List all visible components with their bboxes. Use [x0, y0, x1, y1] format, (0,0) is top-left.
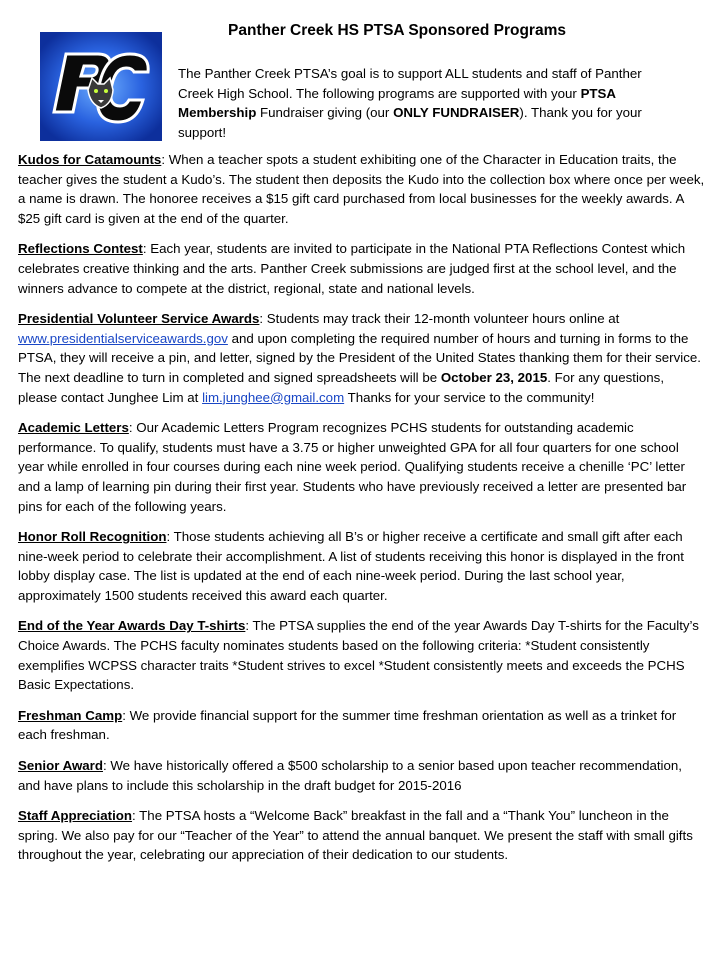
- section-text: : Each year, students are invited to participate in the National PTA Reflections Contest which celebrates creative thinking and the arts. Panther Creek submissions are judged first at the school level, and the winners advance to compete at the district, regional, state and national levels.: [18, 241, 686, 296]
- program-sections: [18, 150, 706, 876]
- section-heading: Reflections Contest: [18, 241, 143, 257]
- section-heading: Kudos for Catamounts: [18, 152, 162, 167]
- intro-bold-membership: PTSA Membership: [178, 85, 616, 121]
- section-text: Thanks for your service to the community!: [344, 389, 595, 405]
- section-senior-award: [18, 756, 706, 795]
- section-text: : When a teacher spots a student exhibiting one of the Character in Education traits, the teacher gives the student a Kudo’s. The student then deposits the Kudo into the collection box where once per week, a name is drawn. The honoree receives a $15 gift card purchased from local businesses for the weekly awards. A $25 gift card is given at the end of the quarter.: [18, 152, 705, 226]
- section-heading: Staff Appreciation: [18, 808, 133, 824]
- intro-text-2: Fundraiser giving (our: [256, 105, 394, 121]
- section-text: : Our Academic Letters Program recognizes PCHS students for outstanding academic performance. To qualify, students must have a 3.75 or higher unweighted GPA for all four quarters for one school year while enrolled in four courses during each nine week period. Qualifying students receive a chenille ‘PC’ letter and a lamp of learning pin during their first year. Students who have previously received a letter are presented bar pins for each of the following years.: [18, 420, 687, 514]
- section-text: . For any questions, please contact Junghee Lim at: [18, 369, 665, 405]
- section-academic-letters: [18, 418, 706, 516]
- section-reflections: [18, 239, 706, 298]
- presidential-website-link[interactable]: www.presidentialserviceawards.gov: [18, 330, 228, 346]
- section-staff-appreciation: [18, 806, 706, 865]
- section-honor-roll: [18, 527, 706, 605]
- section-text: : We provide financial support for the summer time freshman orientation as well as a trinket for each freshman.: [18, 707, 677, 743]
- section-text: : The PTSA hosts a “Welcome Back” breakfast in the fall and a “Thank You” luncheon in the spring. We also pay for our “Teacher of the Year” to attend the annual banquet. We present the staff with small gifts throughout the year, celebrating our appreciation of their dedication to our students.: [18, 808, 693, 863]
- section-freshman-camp: [18, 706, 706, 745]
- section-heading: Presidential Volunteer Service Awards: [18, 311, 260, 327]
- section-text: : The PTSA supplies the end of the year Awards Day T-shirts for the Faculty’s Choice Awards. The PCHS faculty nominates students based on the following criteria: *Student consistently exemplifies WCPSS character traits *Student strives to excel *Student consistently meets and exceeds the PCHS Basic Expectations.: [18, 618, 699, 693]
- contact-email-link[interactable]: lim.junghee@gmail.com: [202, 389, 345, 405]
- section-heading: Senior Award: [18, 758, 103, 774]
- page-title: Panther Creek HS PTSA Sponsored Programs: [228, 22, 566, 39]
- intro-text-1: The Panther Creek PTSA’s goal is to support ALL students and staff of Panther Creek High School. The following programs are supported with your: [178, 66, 642, 101]
- section-text: : We have historically offered a $500 scholarship to a senior based upon teacher recommendation, and have plans to include this scholarship in the draft budget for 2015-2016: [18, 758, 682, 793]
- section-kudos: [18, 150, 706, 228]
- intro-bold-only-fundraiser: ONLY FUNDRAISER: [393, 105, 520, 121]
- section-tshirts: [18, 616, 706, 694]
- section-text: and upon completing the required number of hours and turning in forms to the PTSA, they will receive a pin, and letter, signed by the President of the United States thanking them for their service. The next deadline to turn in completed and signed spreadsheets will be: [18, 330, 701, 385]
- pc-logo-icon: [40, 32, 162, 141]
- section-heading: End of the Year Awards Day T-shirts: [18, 618, 246, 634]
- section-heading: Honor Roll Recognition: [18, 529, 167, 545]
- intro-text-3: ). Thank you for your support!: [178, 105, 642, 140]
- panther-creek-logo: [40, 32, 162, 141]
- section-text: : Students may track their 12-month volunteer hours online at: [259, 311, 620, 327]
- deadline-date: October 23, 2015: [440, 369, 548, 385]
- section-text: : Those students achieving all B’s or higher receive a certificate and small gift after each nine-week period to celebrate their accomplishment. A list of students receiving this honor is displayed in the front lobby display case. The list is updated at the end of each nine-week period. During the last school year, approximately 1500 students received this award each quarter.: [18, 529, 684, 603]
- section-heading: Academic Letters: [18, 420, 129, 436]
- section-heading: Freshman Camp: [18, 707, 123, 723]
- intro-paragraph: [178, 64, 678, 142]
- section-presidential: [18, 309, 706, 407]
